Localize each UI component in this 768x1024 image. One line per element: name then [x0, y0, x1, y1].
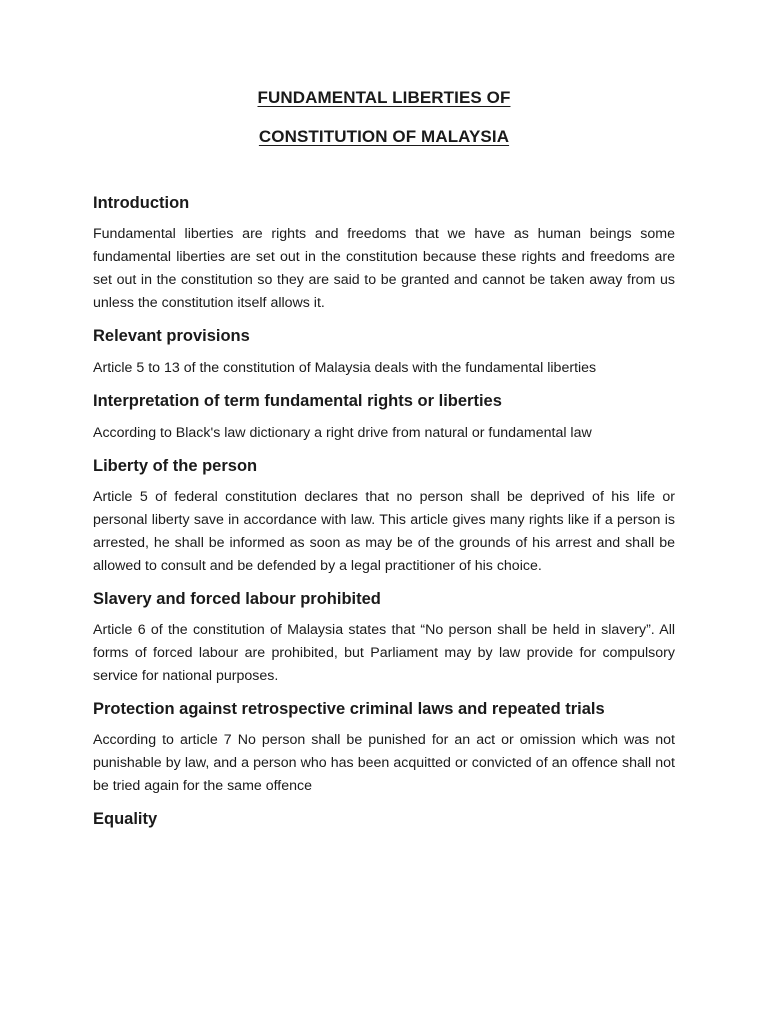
section-text-relevant-provisions: Article 5 to 13 of the constitution of Malaysia deals with the fundamental liberties — [93, 360, 597, 376]
section-text-slavery: Article 6 of the constitution of Malaysia states that “No person shall be held in slavery”. All forms of forced labour are prohibited, but Parliament may by law provide for compulsory service for national purposes. — [93, 622, 675, 684]
section-heading-relevant-provisions: Relevant provisions — [93, 327, 250, 345]
section-text-liberty-of-person: Article 5 of federal constitution declares that no person shall be deprived of his life or personal liberty save in accordance with law. This article gives many rights like if a person is arrested, he shall be informed as soon as may be of the grounds of his arrest and shall be allowed to consult and be defended by a legal practitioner of his choice. — [93, 489, 675, 574]
section-text-interpretation: According to Black's law dictionary a right drive from natural or fundamental law — [93, 425, 592, 441]
section-heading-retrospective-laws: Protection against retrospective criminal laws and repeated trials — [93, 700, 605, 718]
section-text-introduction: Fundamental liberties are rights and freedoms that we have as human beings some fundamental liberties are set out in the constitution because these rights and freedoms are set out in the constitution so they are said to be granted and cannot be taken away from us unless the constitution itself allows it. — [93, 226, 675, 311]
section-heading-liberty-of-person: Liberty of the person — [93, 457, 258, 475]
section-heading-equality: Equality — [93, 810, 158, 828]
document-title-line1: FUNDAMENTAL LIBERTIES OF — [257, 88, 511, 107]
section-heading-slavery: Slavery and forced labour prohibited — [93, 590, 381, 608]
section-text-retrospective-laws: According to article 7 No person shall be punished for an act or omission which was not punishable by law, and a person who has been acquitted or convicted of an offence shall not be tried again for the same offence — [93, 732, 675, 794]
section-heading-interpretation: Interpretation of term fundamental rights or liberties — [93, 392, 502, 410]
section-heading-introduction: Introduction — [93, 194, 190, 212]
document-title-line2: CONSTITUTION OF MALAYSIA — [258, 127, 510, 146]
